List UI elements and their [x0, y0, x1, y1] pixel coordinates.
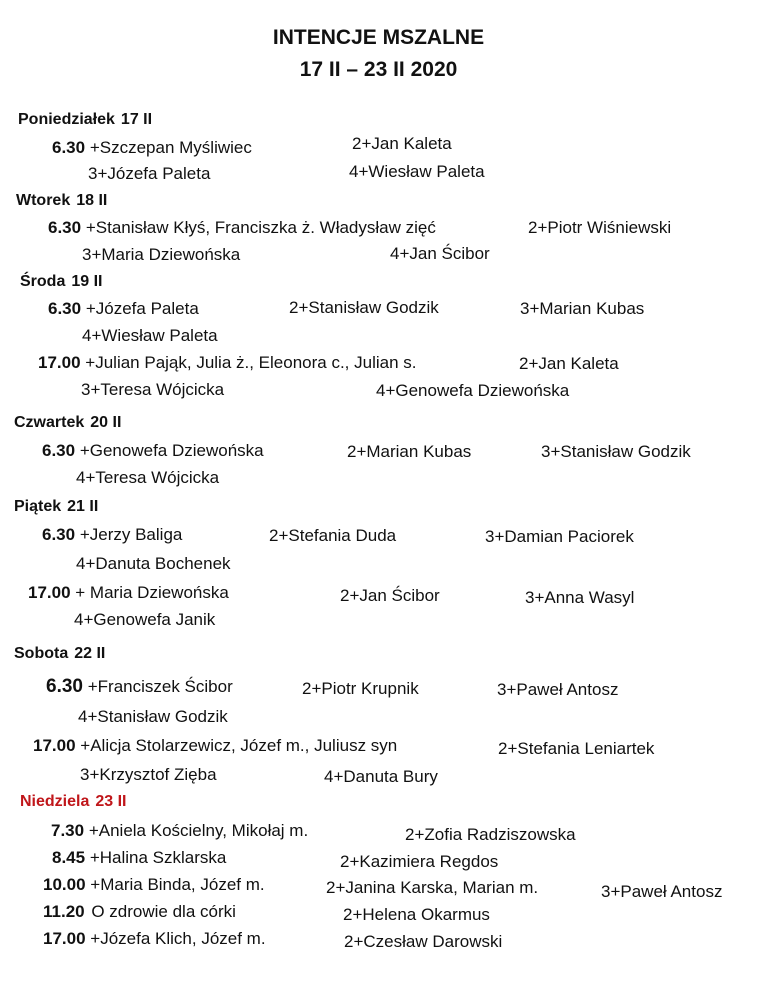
intention: +Józefa Paleta — [85, 299, 199, 318]
intention: 2+Stefania Duda — [269, 526, 397, 545]
intention: 4+Danuta Bochenek — [76, 554, 231, 573]
intention: 3+Paweł Antosz — [601, 882, 723, 901]
day-date: 23 II — [95, 793, 127, 810]
mass-entry — [46, 676, 233, 698]
mass-time: 6.30 — [52, 138, 86, 157]
mass-time: 17.00 — [43, 929, 86, 948]
mass-time: 6.30 — [42, 441, 76, 460]
mass-time: 11.20 — [43, 902, 85, 921]
mass-time: 17.00 — [33, 736, 76, 755]
intention: 2+Zofia Radziszowska — [405, 825, 576, 844]
intention: +Maria Binda, Józef m. — [90, 875, 265, 894]
intention: 2+Jan Ścibor — [340, 586, 440, 605]
intention: 3+Paweł Antosz — [497, 680, 619, 699]
day-heading-saturday — [14, 645, 105, 663]
intention: 2+Janina Karska, Marian m. — [326, 878, 539, 897]
day-name: Czwartek — [14, 414, 85, 431]
day-date: 19 II — [71, 273, 103, 290]
mass-entry — [48, 299, 199, 319]
day-name: Wtorek — [16, 192, 71, 209]
intention: 4+Danuta Bury — [324, 767, 438, 786]
mass-entry — [48, 218, 436, 238]
intention: 2+Helena Okarmus — [343, 905, 490, 924]
intention: 3+Maria Dziewońska — [82, 245, 241, 264]
mass-entry — [51, 821, 308, 841]
intention: +Genowefa Dziewońska — [79, 441, 264, 460]
mass-entry — [52, 138, 252, 158]
intention: 2+Jan Kaleta — [519, 354, 619, 373]
day-heading-thursday — [14, 414, 121, 432]
intention: 4+Wiesław Paleta — [82, 326, 218, 345]
day-name: Sobota — [14, 645, 69, 662]
intention: 3+Damian Paciorek — [485, 527, 634, 546]
intention: +Szczepan Myśliwiec — [89, 138, 252, 157]
intention: +Halina Szklarska — [89, 848, 227, 867]
intention: 4+Wiesław Paleta — [349, 162, 485, 181]
day-date: 21 II — [67, 498, 99, 515]
intention: 3+Marian Kubas — [520, 299, 645, 318]
intention: 3+Krzysztof Zięba — [80, 765, 217, 784]
mass-entry — [43, 929, 266, 949]
day-name: Poniedziałek — [18, 111, 115, 128]
intention: 4+Stanisław Godzik — [78, 707, 228, 726]
mass-entry — [42, 441, 264, 461]
mass-time: 6.30 — [48, 299, 82, 318]
intention: O zdrowie dla córki — [91, 902, 236, 921]
mass-time: 6.30 — [46, 676, 83, 697]
intention: +Józefa Klich, Józef m. — [90, 929, 266, 948]
page-title: INTENCJE MSZALNE — [272, 26, 485, 49]
intention: 2+Piotr Krupnik — [302, 679, 419, 698]
intention: 2+Kazimiera Regdos — [340, 852, 499, 871]
intention: 3+Józefa Paleta — [88, 164, 211, 183]
mass-time: 7.30 — [51, 821, 85, 840]
intention: 4+Teresa Wójcicka — [76, 468, 220, 487]
day-date: 18 II — [76, 192, 108, 209]
intention: 3+Stanisław Godzik — [541, 442, 691, 461]
day-date: 17 II — [120, 111, 153, 128]
mass-entry — [38, 353, 416, 373]
intention: 2+Piotr Wiśniewski — [528, 218, 672, 237]
date-range: 17 II – 23 II 2020 — [299, 58, 458, 81]
intention: 4+Jan Ścibor — [390, 244, 490, 263]
intention: +Julian Pająk, Julia ż., Eleonora c., Julian s. — [85, 353, 417, 372]
day-heading-wednesday — [20, 273, 102, 291]
intention: 3+Teresa Wójcicka — [81, 380, 225, 399]
day-date: 22 II — [74, 645, 106, 662]
intention: 2+Jan Kaleta — [352, 134, 452, 153]
mass-time: 8.45 — [52, 848, 86, 867]
day-name: Piątek — [14, 498, 62, 515]
intention: 4+Genowefa Janik — [74, 610, 216, 629]
day-heading-sunday — [20, 793, 127, 811]
intention: +Jerzy Baliga — [79, 525, 183, 544]
intention: 2+Stefania Leniartek — [498, 739, 655, 758]
intention: 2+Stanisław Godzik — [289, 298, 439, 317]
day-heading-friday — [14, 498, 98, 516]
mass-entry — [33, 736, 397, 756]
intention: 3+Anna Wasyl — [525, 588, 635, 607]
mass-time: 6.30 — [42, 525, 76, 544]
day-heading-monday — [18, 111, 152, 129]
mass-entry — [43, 875, 265, 895]
intention: +Stanisław Kłyś, Franciszka ż. Władysław zięć — [85, 218, 436, 237]
day-heading-tuesday — [16, 192, 107, 210]
mass-entry — [43, 902, 236, 922]
day-name: Środa — [20, 273, 66, 290]
intention: 2+Czesław Darowski — [344, 932, 503, 951]
mass-time: 17.00 — [38, 353, 81, 372]
intention: +Franciszek Ścibor — [87, 677, 233, 696]
intention: +Aniela Kościelny, Mikołaj m. — [88, 821, 309, 840]
day-date: 20 II — [90, 414, 122, 431]
mass-time: 6.30 — [48, 218, 82, 237]
mass-time: 10.00 — [43, 875, 86, 894]
intention: 4+Genowefa Dziewońska — [376, 381, 570, 400]
intention: + Maria Dziewońska — [75, 583, 229, 602]
mass-entry — [52, 848, 226, 868]
intention: +Alicja Stolarzewicz, Józef m., Juliusz syn — [80, 736, 398, 755]
intention: 2+Marian Kubas — [347, 442, 472, 461]
day-name: Niedziela — [20, 793, 90, 810]
mass-entry — [28, 583, 229, 603]
mass-time: 17.00 — [28, 583, 71, 602]
mass-entry — [42, 525, 182, 545]
